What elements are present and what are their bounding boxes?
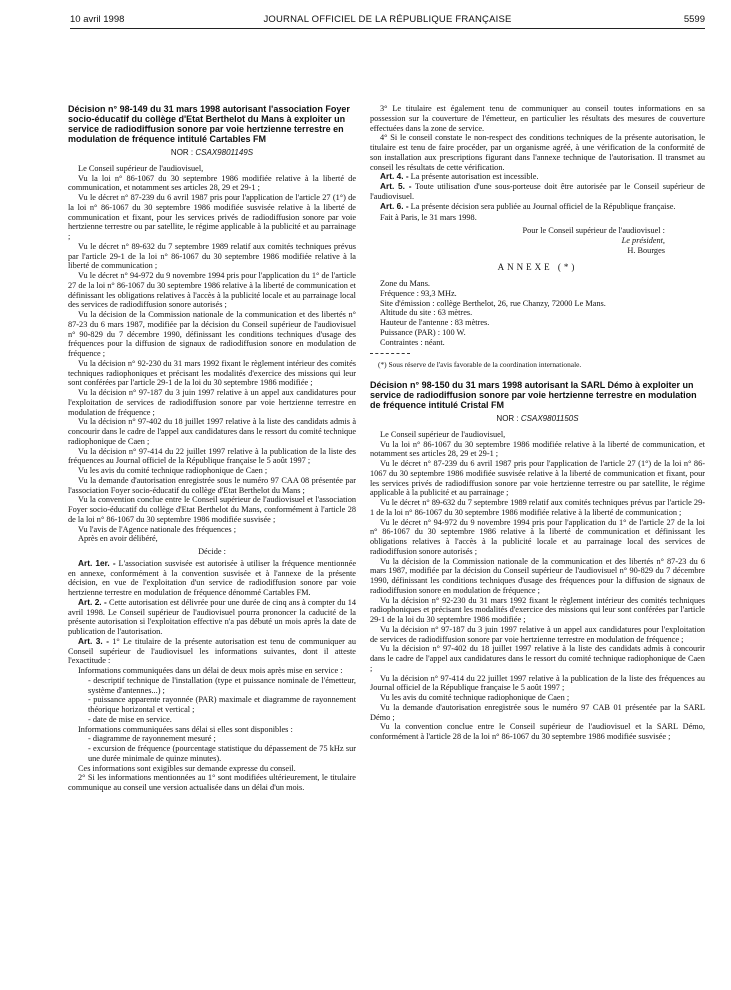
nor-reference — [68, 148, 356, 158]
article-5-text: Toute utilisation d'une sous-porteuse doit être autorisée par le Conseil supérieur de l'audiovisuel. — [370, 182, 705, 201]
paragraph: Vu le décret n° 87-239 du 6 avril 1987 pris pour l'application de l'article 27 (1°) de la loi n° 86-1067 du 30 septembre 1986 modifiée susvisée relative à la liberté de communication et fixant, pour les services privés de radiodiffusion sonore par voie hertzienne terrestre ou par satellite, le régime applicable à la publicité et au parrainage ; — [68, 193, 356, 241]
paragraph: Vu la décision de la Commission nationale de la communication et des libertés n° 87-23 du 6 mars 1987, modifiée par la décision du Conseil supérieur de l'audiovisuel n° 90-829 du 7 décembre 1990, définissant les conditions techniques d'usage des fréquences pour la diffusion de signaux de radiodiffusion sonore en modulation de fréquence ; — [68, 310, 356, 358]
paragraph: Vu l'avis de l'Agence nationale des fréquences ; — [78, 524, 236, 534]
header-page-number: 5599 — [683, 14, 705, 25]
fait-a-paris: Fait à Paris, le 31 mars 1998. — [380, 213, 477, 223]
header-rule — [70, 28, 705, 29]
info-block-2: Informations communiquées sans délai si elles sont disponibles : — [78, 724, 293, 734]
paragraph: Vu le décret n° 94-972 du 9 novembre 1994 pris pour l'application du 1° de l'article 27 de la loi n° 86-1067 du 30 septembre 1986 relative à la liberté de communication et définissant les obligations relatives à l'accès à la publicité locale et au parrainage local des services de radiodiffusion sonore autorisés ; — [370, 517, 705, 556]
paragraph: Vu la convention conclue entre le Conseil supérieur de l'audiovisuel et l'association Foyer socio-éducatif du collège d'Etat Berthelot du Mans, conformément à l'article 28 de la loi n° 86-1067 du 30 septembre 1986 modifiée susvisée ; — [68, 495, 356, 524]
nor-label: NOR : — [496, 414, 519, 423]
paragraph: Vu les avis du comité technique radiophonique de Caen ; — [380, 693, 570, 702]
footnote-separator — [370, 353, 410, 354]
article-2-text: Cette autorisation est délivrée pour une durée de cinq ans à compter du 14 avril 1998. Le Conseil supérieur de l'audiovisuel pourra prononcer la caducité de la présente autorisation si l'exploitation effective n'a pas débuté un mois après la date de publication de l'autorisation. — [68, 597, 356, 636]
paragraph: Puissance (PAR) : 100 W. — [380, 327, 466, 337]
paragraph: Vu la décision n° 97-187 du 3 juin 1997 relative à un appel aux candidatures pour l'exploitation de services de radiodiffusion sonore par voie hertzienne terrestre en modulation de fréquence ; — [68, 388, 356, 417]
header-date: 10 avril 1998 — [70, 14, 125, 25]
signature-name: H. Bourges — [627, 245, 665, 255]
article-6-label: Art. 6. - — [380, 200, 409, 211]
annexe-list — [370, 279, 705, 347]
paragraph: Fréquence : 93,3 MHz. — [380, 288, 457, 298]
dash-item: - date de mise en service. — [88, 714, 172, 724]
footnote: (*) Sous réserve de l'avis favorable de la coordination internationale. — [378, 360, 582, 370]
article-5-label: Art. 5. - — [380, 181, 412, 191]
article-1 — [68, 559, 356, 598]
paragraph: Contraintes : néant. — [380, 337, 445, 347]
decision-title-2: Décision n° 98-150 du 31 mars 1998 autorisant la SARL Démo à exploiter un service de radiodiffusion sonore par voie hertzienne terrestre en modulation de fréquence intitulé Cristal FM — [370, 380, 697, 410]
article-1-label: Art. 1er. - — [78, 557, 116, 568]
decide-heading: Décide : — [198, 547, 226, 556]
info-block-1: Informations communiquées dans un délai de deux mois après mise en service : — [78, 666, 343, 675]
article-4-text: La présente autorisation est incessible. — [410, 172, 539, 182]
paragraph: Après en avoir délibéré, — [78, 534, 158, 544]
article-3 — [68, 637, 356, 666]
paragraph: Vu la décision de la Commission nationale de la communication et des libertés n° 87-23 du 6 mars 1987, modifiée par la décision du Conseil supérieur de l'audiovisuel n° 90-829 du 7 décembre 1990, définissant les conditions techniques d'usage des fréquences pour la diffusion de signaux de radiodiffusion sonore en modulation de fréquence ; — [370, 556, 705, 595]
article-6 — [370, 202, 705, 212]
nor-reference-2 — [370, 414, 705, 424]
article-4-label: Art. 4. - — [380, 171, 409, 182]
paragraph: Vu le décret n° 89-632 du 7 septembre 1989 relatif aux comités techniques prévus par l'article 29-1 de la loi n° 86-1067 du 30 septembre 1986 modifiée relative à la liberté de communication ; — [370, 498, 705, 517]
paragraph: Zone du Mans. — [380, 279, 431, 288]
dash-item: - diagramme de rayonnement mesuré ; — [88, 734, 216, 744]
paragraph: Vu la convention conclue entre le Conseil supérieur de l'audiovisuel et la SARL Démo, conformément à l'article 28 de la loi n° 86-1067 du 30 septembre 1986 modifiée susvisée ; — [370, 722, 705, 741]
header-journal-title: JOURNAL OFFICIEL DE LA RÉPUBLIQUE FRANÇAISE — [263, 14, 512, 25]
paragraph: Vu le décret n° 94-972 du 9 novembre 1994 pris pour l'application du 1° de l'article 27 de la loi n° 86-1067 du 30 septembre 1986 relative à la liberté de communication et définissant les obligations relatives à l'accès à la publicité locale et au parrainage local des services de radiodiffusion sonore autorisés ; — [68, 271, 356, 310]
paragraph: Vu la décision n° 97-402 du 18 juillet 1997 relative à la liste des candidats admis à concourir dans le cadre de l'appel aux candidatures dans le ressort du comité technique radiophonique de Caen ; — [370, 644, 705, 673]
paragraph: Vu la loi n° 86-1067 du 30 septembre 1986 modifiée relative à la liberté de communication, et notamment ses articles 28, 29 et 29-1 ; — [370, 439, 705, 459]
paragraph: Altitude du site : 63 mètres. — [380, 308, 473, 318]
paragraph: Vu la décision n° 97-414 du 22 juillet 1997 relative à la publication de la liste des fréquences au Journal officiel de la République française le 5 août 1997 ; — [68, 446, 356, 466]
article-5 — [370, 182, 705, 202]
nor-code: CSAX9801150S — [520, 414, 579, 423]
paragraph: Vu la loi n° 86-1067 du 30 septembre 1986 modifiée relative à la liberté de communication, et notamment ses articles 28, 29 et 29-1 ; — [68, 173, 356, 193]
visa-list-2 — [370, 430, 705, 742]
paragraph: Vu le décret n° 87-239 du 6 avril 1987 pris pour l'application de l'article 27 (1°) de la loi n° 86-1067 du 30 septembre 1986 modifiée susvisée relative à la liberté de communication et fixant, pour les services privés de radiodiffusion sonore par voie hertzienne terrestre ou par satellite, le régime applicable à la publicité et au parrainage ; — [370, 459, 705, 498]
paragraph: Vu la demande d'autorisation enregistrée sous le numéro 97 CAB 01 présentée par la SARL Démo ; — [370, 702, 705, 722]
paragraph: Site d'émission : collège Berthelot, 26, rue Chanzy, 72000 Le Mans. — [380, 298, 606, 308]
article-2 — [68, 598, 356, 637]
dash-item: - descriptif technique de l'installation (type et puissance nominale de l'émetteur, système d'antennes...) ; — [88, 675, 356, 695]
article-1-text: L'association susvisée est autorisée à utiliser la fréquence mentionnée en annexe, conformément à la convention susvisée et à l'annexe de la présente décision, en vue de l'exploitation d'un service de radiodiffusion sonore par voie hertzienne terrestre en modulation de fréquence dénommé Cartables FM. — [68, 558, 356, 597]
nor-label: NOR : — [170, 148, 194, 157]
paragraph-4: 4° Si le conseil constate le non-respect des conditions techniques de la présente autorisation, le titulaire est tenu de faire procéder, par un organisme agréé, à une vérification de la conformité de son installation aux prescriptions figurant dans l'annexe technique de l'autorisation. Il transmet au conseil les résultats de cette vérification. — [370, 133, 705, 172]
signature-title: Le président, — [621, 235, 665, 245]
paragraph: Vu le décret n° 89-632 du 7 septembre 1989 relatif aux comités techniques prévus par l'article 29-1 de la loi n° 86-1067 du 30 septembre 1986 modifiée relative à la liberté de communication ; — [68, 241, 356, 271]
dash-item: - excursion de fréquence (pourcentage statistique du dépassement de 75 kHz sur une durée minimale de quinze minutes). — [88, 744, 356, 763]
paragraph: Vu la décision n° 97-402 du 18 juillet 1997 relative à la liste des candidats admis à concourir dans le cadre de l'appel aux candidatures dans le ressort du comité technique radiophonique de Caen ; — [68, 417, 356, 446]
article-6-text: La présente décision sera publiée au Journal officiel de la République française. — [410, 201, 676, 211]
left-column — [68, 104, 356, 984]
article-2-label: Art. 2. - — [78, 596, 107, 607]
paragraph: Vu la décision n° 97-414 du 22 juillet 1997 relative à la publication de la liste des fréquences au Journal officiel de la République française le 5 août 1997 ; — [370, 673, 705, 693]
signature-line-2 — [370, 236, 705, 246]
paragraph: Vu la demande d'autorisation enregistrée sous le numéro 97 CAA 08 présentée par l'association Foyer socio-éducatif du collège d'Etat Berthelot du Mans ; — [68, 475, 356, 495]
article-3-label: Art. 3. - — [78, 635, 109, 646]
info-block-4: 2° Si les informations mentionnées au 1° sont modifiées ultérieurement, le titulaire communique au conseil une version actualisée dans un délai d'un mois. — [68, 773, 356, 792]
article-4 — [370, 172, 705, 182]
info-block-3: Ces informations sont exigibles sur demande expresse du conseil. — [78, 763, 296, 773]
right-column — [370, 104, 705, 984]
signature-line-1: Pour le Conseil supérieur de l'audiovisuel : — [522, 226, 665, 235]
visa-list — [68, 164, 356, 544]
nor-code: CSAX9801149S — [195, 148, 254, 157]
page-header — [70, 14, 705, 28]
paragraph: Vu la décision n° 92-230 du 31 mars 1992 fixant le règlement intérieur des comités techniques radiophoniques et précisant les modalités d'exercice des missions qui leur sont conférées par l'article 29-1 de la loi du 30 septembre 1986 modifiée ; — [68, 358, 356, 388]
dash-item: - puissance apparente rayonnée (PAR) maximale et diagramme de rayonnement théorique horizontal et vertical ; — [88, 695, 356, 714]
paragraph: Le Conseil supérieur de l'audiovisuel, — [78, 163, 204, 173]
paragraph: Vu la décision n° 92-230 du 31 mars 1992 fixant le règlement intérieur des comités techniques radiophoniques et précisant les modalités d'exercice des missions qui leur sont conférées par l'article 29-1 de la loi du 30 septembre 1986 modifiée ; — [370, 595, 705, 624]
paragraph: Hauteur de l'antenne : 83 mètres. — [380, 318, 490, 327]
paragraph: Vu la décision n° 97-187 du 3 juin 1997 relative à un appel aux candidatures pour l'exploitation de services de radiodiffusion sonore par voie hertzienne terrestre en modulation de fréquence ; — [370, 624, 705, 644]
paragraph: Vu les avis du comité technique radiophonique de Caen ; — [78, 466, 268, 475]
decision-title: Décision n° 98-149 du 31 mars 1998 autorisant l'association Foyer socio-éducatif du collège d'Etat Berthelot du Mans à exploiter un service de radiodiffusion sonore par voie hertzienne terrestre en modulation de fréquence intitulé Cartables FM — [68, 104, 350, 144]
annexe-heading: ANNEXE (*) — [497, 262, 578, 273]
paragraph-3: 3° Le titulaire est également tenu de communiquer au conseil toutes informations en sa possession sur la couverture de l'émetteur, en particulier les résultats des mesures de couverture effectuées dans la zone de service. — [370, 104, 705, 133]
article-3-text: 1° Le titulaire de la présente autorisation est tenu de communiquer au Conseil supérieur de l'audiovisuel les informations suivantes, dont il atteste l'exactitude : — [68, 636, 356, 666]
paragraph: Le Conseil supérieur de l'audiovisuel, — [380, 429, 506, 439]
